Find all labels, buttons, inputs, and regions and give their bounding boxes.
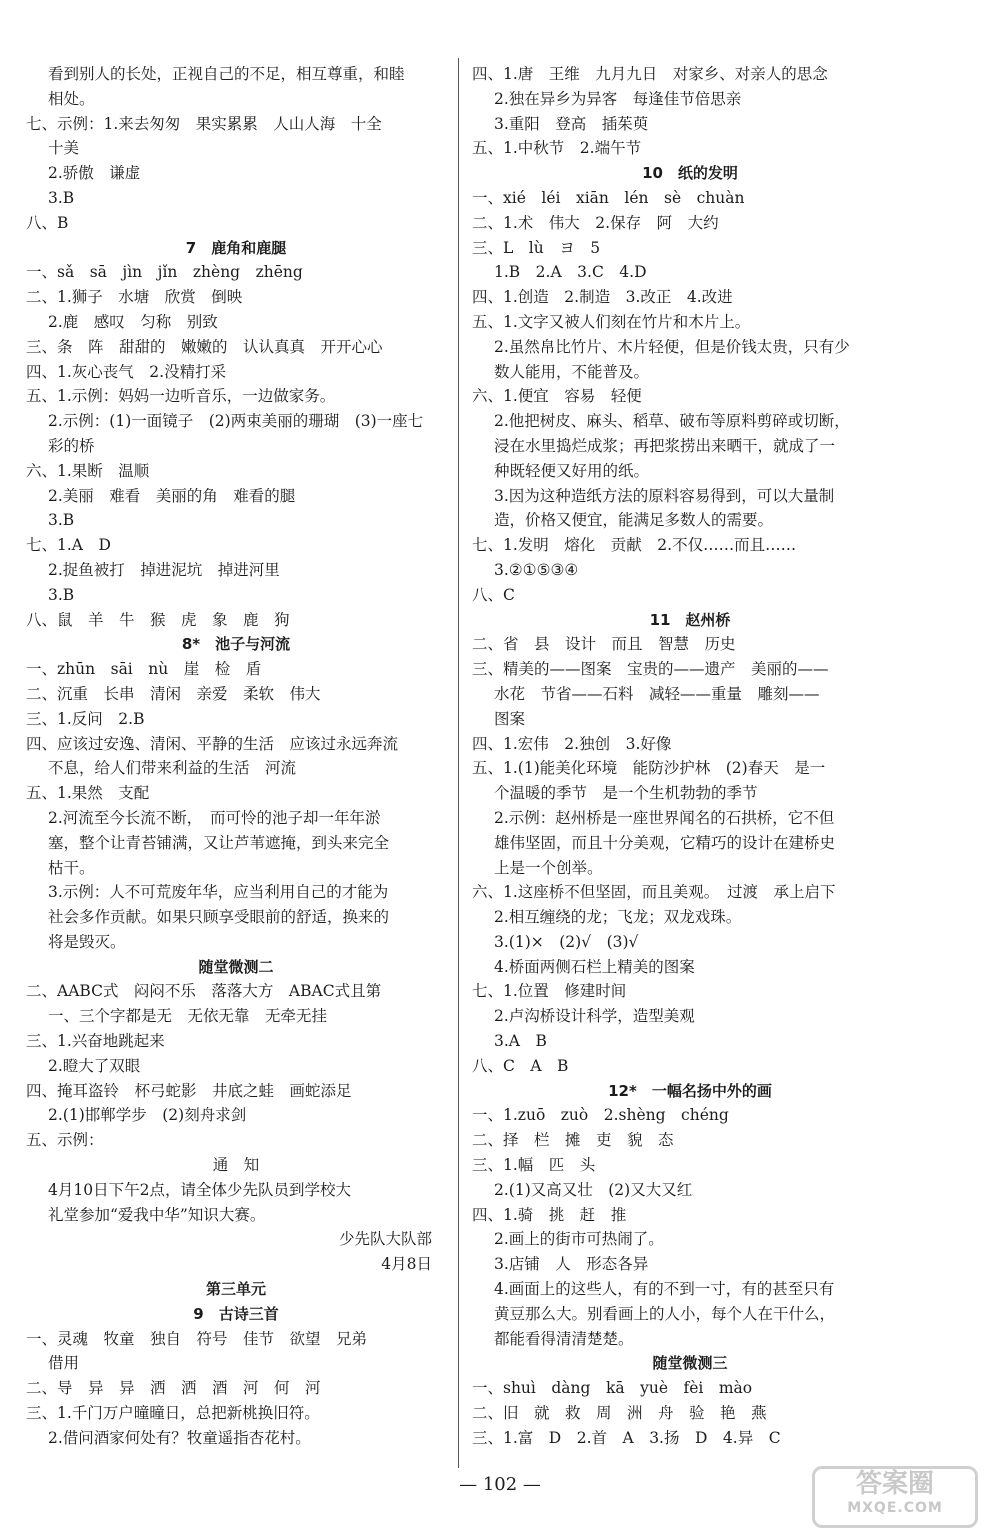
answer-line: 2.他把树皮、麻头、稻草、破布等原料剪碎或切断， — [494, 412, 850, 431]
section-heading: 10 纸的发明 — [642, 164, 738, 183]
answer-line: 上是一个创举。 — [494, 858, 603, 877]
answer-line: 一、xié léi xiān lén sè chuàn — [472, 188, 745, 207]
answer-line: 四、应该过安逸、清闲、平静的生活 应该过永远奔流 — [26, 734, 399, 753]
answer-line: 五、1.文字又被人们刻在竹片和木片上。 — [472, 312, 751, 331]
answer-line: 2.鹿 感叹 匀称 别致 — [48, 312, 218, 331]
answer-line: 种既轻便又好用的纸。 — [494, 461, 650, 480]
answer-line: 1.B 2.A 3.C 4.D — [494, 263, 647, 282]
answer-line: 4月8日 — [381, 1255, 432, 1274]
answer-line: 八、C — [472, 585, 515, 604]
answer-line: 八、C A B — [472, 1056, 569, 1075]
answer-line: 二、1.术 伟大 2.保存 阿 大约 — [472, 213, 719, 232]
answer-line: 五、1.果然 支配 — [26, 784, 150, 803]
answer-line: 六、1.果断 温顺 — [26, 461, 150, 480]
answer-line: 三、精美的——图案 宝贵的——遗产 美丽的—— — [472, 660, 829, 679]
answer-line: 2.(1)又高又壮 (2)又大又红 — [494, 1180, 693, 1199]
section-heading: 9 古诗三首 — [193, 1304, 279, 1323]
answer-line: 雄伟坚固，而且十分美观，它精巧的设计在建桥史 — [494, 833, 836, 852]
answer-line: 一、sǎ sā jìn jǐn zhèng zhēng — [26, 263, 303, 282]
answer-line: 三、1.反问 2.B — [26, 709, 145, 728]
answer-line: 二、导 异 异 洒 洒 酒 河 何 河 — [26, 1379, 321, 1398]
answer-line: 4月10日下午2点，请全体少先队员到学校大 — [48, 1180, 351, 1199]
answer-line: 2.相互缠绕的龙；飞龙；双龙戏珠。 — [494, 908, 742, 927]
answer-line: 图案 — [494, 709, 526, 728]
answer-line: 4.桥面两侧石栏上精美的图案 — [494, 957, 695, 976]
answer-line: 3.B — [48, 188, 75, 207]
section-heading: 随堂微测二 — [198, 957, 274, 976]
answer-line: 2.画上的街市可热闹了。 — [494, 1230, 664, 1249]
answer-line: 一、三个字都是无 无依无靠 无牵无挂 — [48, 1007, 328, 1026]
answer-line: 水花 节省——石料 减轻——重量 雕刻—— — [494, 684, 820, 703]
answer-line: 五、1.示例：妈妈一边听音乐，一边做家务。 — [26, 387, 336, 406]
answer-line: 2.河流至今长流不断， 而可怜的池子却一年年淤 — [48, 808, 381, 827]
answer-line: 三、1.幅 匹 头 — [472, 1156, 596, 1175]
answer-line: 二、省 县 设计 而且 智慧 历史 — [472, 635, 736, 654]
answer-line: 借用 — [48, 1354, 80, 1373]
answer-line: 2.骄傲 谦虚 — [48, 164, 141, 183]
answer-line: 七、1.发明 熔化 贡献 2.不仅……而且…… — [472, 536, 797, 555]
answer-line: 3.B — [48, 511, 75, 530]
section-heading: 第三单元 — [205, 1280, 266, 1299]
answer-line: 3.B — [48, 585, 75, 604]
answer-line: 五、1.中秋节 2.端午节 — [472, 139, 642, 158]
watermark-url: MXQE.COM — [847, 1500, 943, 1516]
answer-line: 一、zhūn sāi nù 崖 检 盾 — [26, 660, 262, 679]
answer-line: 2.独在异乡为异客 每逢佳节倍思亲 — [494, 89, 742, 108]
answer-line: 相处。 — [48, 89, 95, 108]
answer-line: 八、B — [26, 213, 69, 232]
answer-line: 二、沉重 长串 清闲 亲爱 柔软 伟大 — [26, 684, 321, 703]
answer-line: 数人能用，不能普及。 — [494, 362, 650, 381]
column-divider — [458, 58, 459, 1468]
answer-line: 通 知 — [212, 1156, 260, 1175]
answer-line: 2.美丽 难看 美丽的角 难看的腿 — [48, 486, 296, 505]
answer-line: 三、1.千门万户曈曈日，总把新桃换旧符。 — [26, 1404, 320, 1423]
answer-line: 十美 — [48, 139, 80, 158]
answer-line: 2.瞪大了双眼 — [48, 1056, 141, 1075]
answer-line: 3.店铺 人 形态各异 — [494, 1255, 649, 1274]
answer-line: 4.画面上的这些人，有的不到一寸，有的甚至只有 — [494, 1280, 835, 1299]
answer-line: 2.卢沟桥设计科学，造型美观 — [494, 1007, 695, 1026]
answer-line: 二、AABC式 闷闷不乐 落落大方 ABAC式且第 — [26, 982, 382, 1001]
answer-line: 2.示例：赵州桥是一座世界闻名的石拱桥，它不但 — [494, 808, 835, 827]
answer-line: 礼堂参加“爱我中华”知识大赛。 — [48, 1205, 266, 1224]
answer-line: 四、掩耳盗铃 杯弓蛇影 井底之蛙 画蛇添足 — [26, 1081, 352, 1100]
answer-line: 三、条 阵 甜甜的 嫩嫩的 认认真真 开开心心 — [26, 337, 383, 356]
answer-line: 黄豆那么大。别看画上的人小，每个人在干什么， — [494, 1304, 836, 1323]
section-heading: 11 赵州桥 — [649, 610, 731, 629]
watermark-text: 答案圈 — [855, 1469, 934, 1499]
answer-line: 3.重阳 登高 插茱萸 — [494, 114, 649, 133]
page-number: — 102 — — [459, 1474, 541, 1495]
answer-line: 都能看得清清楚楚。 — [494, 1329, 634, 1348]
section-heading: 8* 池子与河流 — [181, 635, 291, 654]
answer-line: 2.(1)邯郸学步 (2)刻舟求剑 — [48, 1106, 247, 1125]
answer-line: 3.(1)× (2)√ (3)√ — [494, 932, 639, 951]
answer-line: 三、1.兴奋地跳起来 — [26, 1032, 165, 1051]
answer-line: 五、示例： — [26, 1131, 104, 1150]
answer-line: 少先队大队部 — [338, 1230, 432, 1249]
answer-line: 四、1.创造 2.制造 3.改正 4.改进 — [472, 288, 733, 307]
answer-line: 六、1.便宜 容易 轻便 — [472, 387, 642, 406]
answer-line: 七、1.位置 修建时间 — [472, 982, 627, 1001]
answer-line: 2.虽然帛比竹片、木片轻便，但是价钱太贵，只有少 — [494, 337, 850, 356]
answer-line: 将是毁灭。 — [48, 932, 126, 951]
answer-line: 一、灵魂 牧童 独自 符号 佳节 欲望 兄弟 — [26, 1329, 368, 1348]
answer-line: 3.②①⑤③④ — [494, 560, 579, 579]
answer-line: 浸在水里捣烂成浆；再把浆捞出来晒干，就成了一 — [494, 436, 836, 455]
answer-line: 2.捉鱼被打 掉进泥坑 掉进河里 — [48, 560, 280, 579]
answer-line: 二、旧 就 救 周 洲 舟 验 艳 燕 — [472, 1404, 767, 1423]
right-column — [472, 62, 908, 1451]
answer-line: 七、1.A D — [26, 536, 111, 555]
answer-line: 五、1.(1)能美化环境 能防沙护林 (2)春天 是一 — [472, 759, 826, 778]
answer-line: 四、1.宏伟 2.独创 3.好像 — [472, 734, 672, 753]
answer-line: 三、L lù ヨ 5 — [472, 238, 601, 257]
answer-line: 不息，给人们带来利益的生活 河流 — [48, 759, 297, 778]
answer-line: 3.A B — [494, 1032, 547, 1051]
answer-line: 三、1.富 D 2.首 A 3.扬 D 4.异 C — [472, 1428, 781, 1447]
answer-line: 个温暖的季节 是一个生机勃勃的季节 — [494, 784, 758, 803]
section-heading: 随堂微测三 — [652, 1354, 728, 1373]
answer-line: 一、shuì dàng kā yuè fèi mào — [472, 1379, 753, 1398]
answer-line: 枯干。 — [48, 858, 95, 877]
answer-line: 七、示例：1.来去匆匆 果实累累 人山人海 十全 — [26, 114, 382, 133]
answer-line: 四、1.骑 挑 赶 推 — [472, 1205, 627, 1224]
answer-line: 二、1.狮子 水塘 欣赏 倒映 — [26, 288, 243, 307]
answer-line: 六、1.这座桥不但坚固，而且美观。 过渡 承上启下 — [472, 883, 836, 902]
answer-line: 3.因为这种造纸方法的原料容易得到，可以大量制 — [494, 486, 835, 505]
answer-line: 四、1.灰心丧气 2.没精打采 — [26, 362, 227, 381]
answer-line: 看到别人的长处，正视自己的不足，相互尊重，和睦 — [48, 65, 405, 83]
answer-line: 塞，整个让青苔铺满，又让芦苇遮掩，到头来完全 — [48, 833, 390, 852]
answer-line: 二、择 栏 摊 吏 貌 态 — [472, 1131, 674, 1150]
watermark-logo — [812, 1466, 978, 1528]
answer-line: 彩的桥 — [48, 436, 95, 455]
section-heading: 12* 一幅名扬中外的画 — [608, 1081, 772, 1100]
answer-line: 四、1.唐 王维 九月九日 对家乡、对亲人的思念 — [472, 65, 828, 83]
answer-line: 造，价格又便宜，能满足多数人的需要。 — [494, 511, 774, 530]
answer-line: 八、鼠 羊 牛 猴 虎 象 鹿 狗 — [26, 610, 290, 629]
section-heading: 7 鹿角和鹿腿 — [185, 238, 287, 257]
answer-line: 3.示例：人不可荒废年华，应当利用自己的才能为 — [48, 883, 389, 902]
answer-line: 一、1.zuō zuò 2.shèng chéng — [472, 1106, 729, 1125]
left-column — [26, 62, 446, 1451]
answer-line: 2.借问酒家何处有？牧童遥指杏花村。 — [48, 1428, 311, 1447]
answer-line: 2.示例：(1)一面镜子 (2)两束美丽的珊瑚 (3)一座七 — [48, 412, 424, 431]
answer-line: 社会多作贡献。如果只顾享受眼前的舒适，换来的 — [48, 908, 390, 927]
